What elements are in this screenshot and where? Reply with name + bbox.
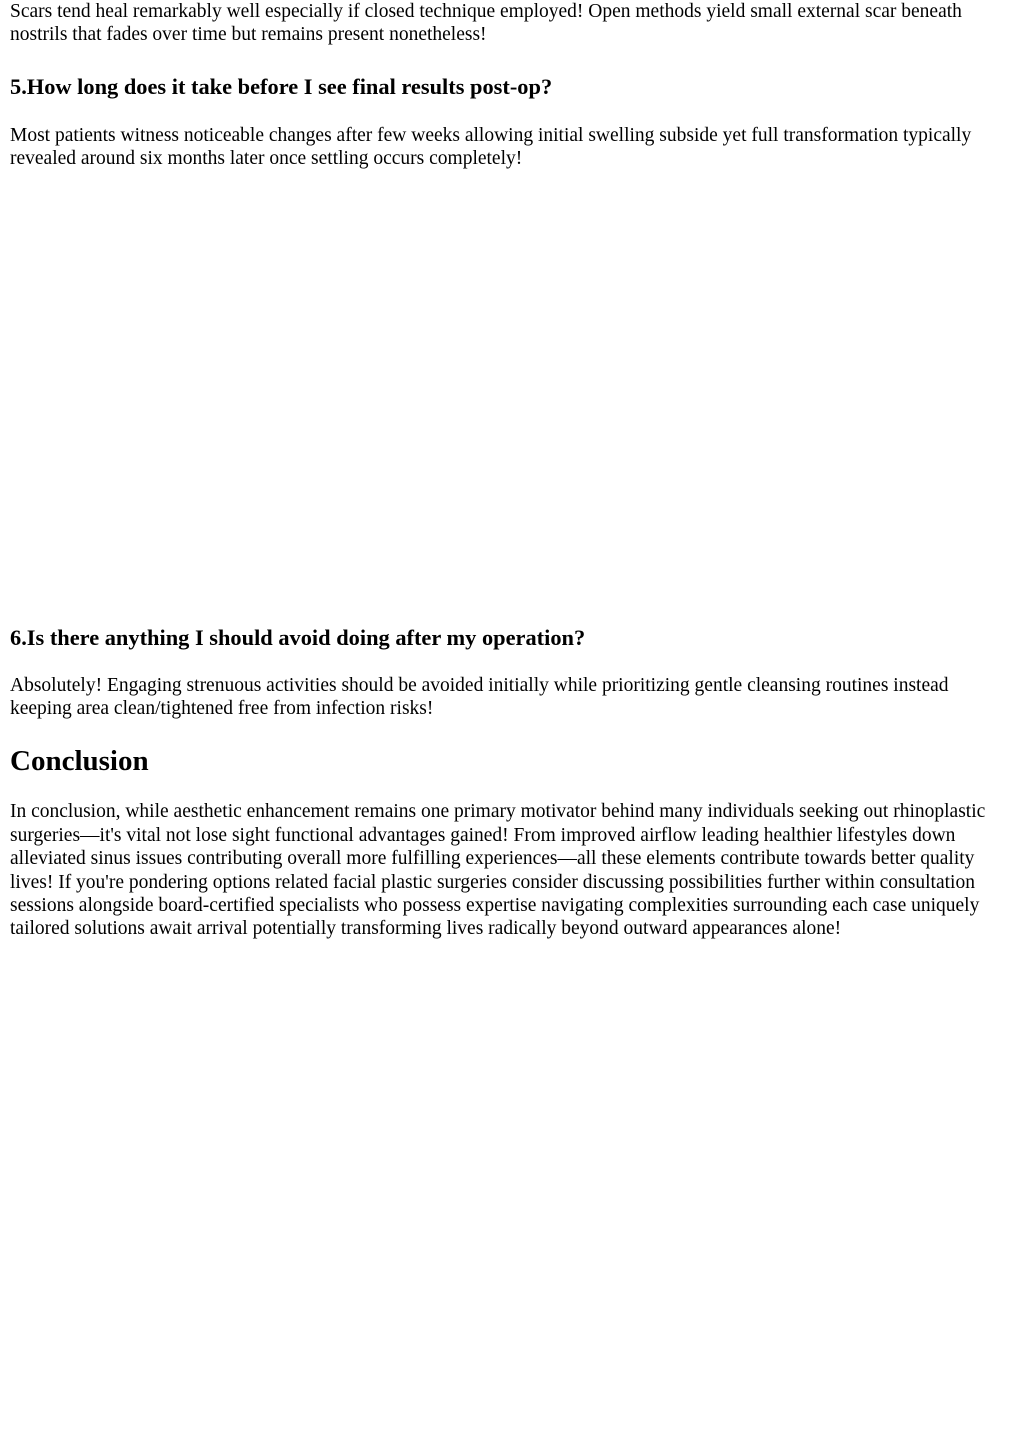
conclusion-paragraph: In conclusion, while aesthetic enhancement remains one primary motivator behind many individuals seeking out rhinoplastic surgeries—it's vital not lose sight functional advantages gained! From improved airflow leading healthier lifestyles down alleviated sinus issues contributing overall more fulfilling experiences—all these elements contribute towards better quality lives! If you're pondering options related facial plastic surgeries consider discussing possibilities further within consultation sessions alongside board-certified specialists who possess expertise navigating complexities surrounding each case uniquely tailored solutions await arrival potentially transforming lives radically beyond outward appearances alone!	[10, 801, 986, 940]
faq-question-5-heading: 5.How long does it take before I see final results post-op?	[10, 73, 553, 99]
faq-question-6-heading: 6.Is there anything I should avoid doing after my operation?	[10, 624, 586, 650]
article-body	[10, 0, 1010, 941]
faq-answer-6-paragraph: Absolutely! Engaging strenuous activities should be avoided initially while prioritizing gentle cleansing routines instead keeping area clean/tightened free from infection risks!	[10, 674, 949, 720]
faq-answer-5-paragraph: Most patients witness noticeable changes after few weeks allowing initial swelling subside yet full transformation typically revealed around six months later once settling occurs completely!	[10, 124, 972, 170]
conclusion-heading: Conclusion	[10, 745, 149, 778]
scars-answer-paragraph: Scars tend heal remarkably well especially if closed technique employed! Open methods yield small external scar beneath nostrils that fades over time but remains present nonetheless!	[10, 1, 962, 46]
blank-image-area	[10, 171, 1010, 601]
